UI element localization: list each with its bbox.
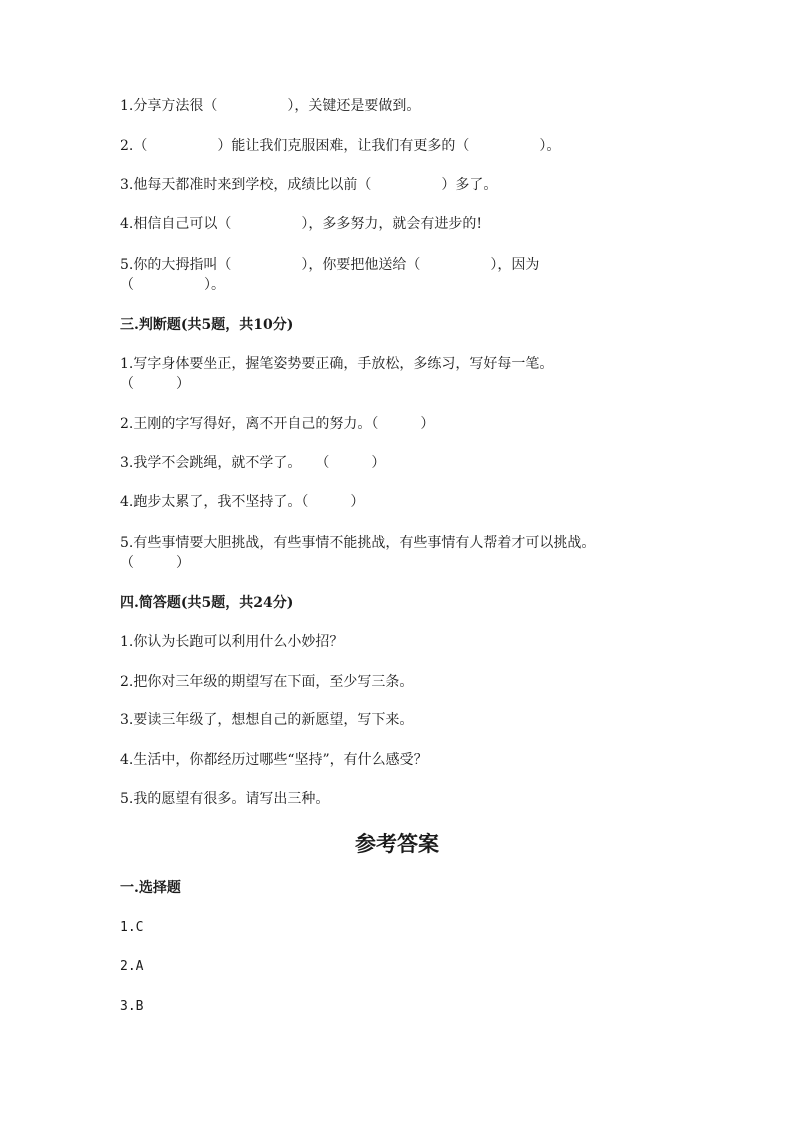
fill-blank-q3: 3.他每天都准时来到学校，成绩比以前（ ）多了。 <box>120 177 498 193</box>
answer-1: 1.C <box>120 920 144 935</box>
fill-blank-q2: 2.（ ）能让我们克服困难，让我们有更多的（ ）。 <box>120 138 561 154</box>
short-answer-q3: 3.要读三年级了，想想自己的新愿望，写下来。 <box>120 712 414 728</box>
fill-blank-q1: 1.分享方法很（ ），关键还是要做到。 <box>120 98 421 114</box>
judge-q2: 2.王刚的字写得好，离不开自己的努力。（ ） <box>120 416 435 432</box>
short-answer-q1: 1.你认为长跑可以利用什么小妙招？ <box>120 634 344 650</box>
short-answer-section-heading: 四.简答题(共5题，共24分) <box>120 595 294 611</box>
short-answer-q2: 2.把你对三年级的期望写在下面，至少写三条。 <box>120 674 414 690</box>
answer-section-choice-heading: 一.选择题 <box>120 880 181 896</box>
judge-q3: 3.我学不会跳绳，就不学了。 （ ） <box>120 455 386 471</box>
fill-blank-q5-line1: 5.你的大拇指叫（ ），你要把他送给（ ），因为 <box>120 257 540 273</box>
fill-blank-q4: 4.相信自己可以（ ），多多努力，就会有进步的! <box>120 216 482 232</box>
judge-q1-line1: 1.写字身体要坐正，握笔姿势要正确，手放松，多练习，写好每一笔。 <box>120 356 554 372</box>
answer-3: 3.B <box>120 999 144 1014</box>
short-answer-q4: 4.生活中，你都经历过哪些“坚持”，有什么感受？ <box>120 752 428 768</box>
answer-key-title: 参考答案 <box>355 831 439 856</box>
fill-blank-q5-line2: （ ）。 <box>120 277 225 293</box>
judge-q4: 4.跑步太累了，我不坚持了。（ ） <box>120 494 365 510</box>
judge-q1-line2: （ ） <box>120 376 190 392</box>
judge-q5-line2: （ ） <box>120 555 190 571</box>
short-answer-q5: 5.我的愿望有很多。请写出三种。 <box>120 791 330 807</box>
answer-2: 2.A <box>120 959 144 974</box>
judge-q5-line1: 5.有些事情要大胆挑战，有些事情不能挑战，有些事情有人帮着才可以挑战。 <box>120 535 596 551</box>
judge-section-heading: 三.判断题(共5题，共10分) <box>120 317 294 333</box>
